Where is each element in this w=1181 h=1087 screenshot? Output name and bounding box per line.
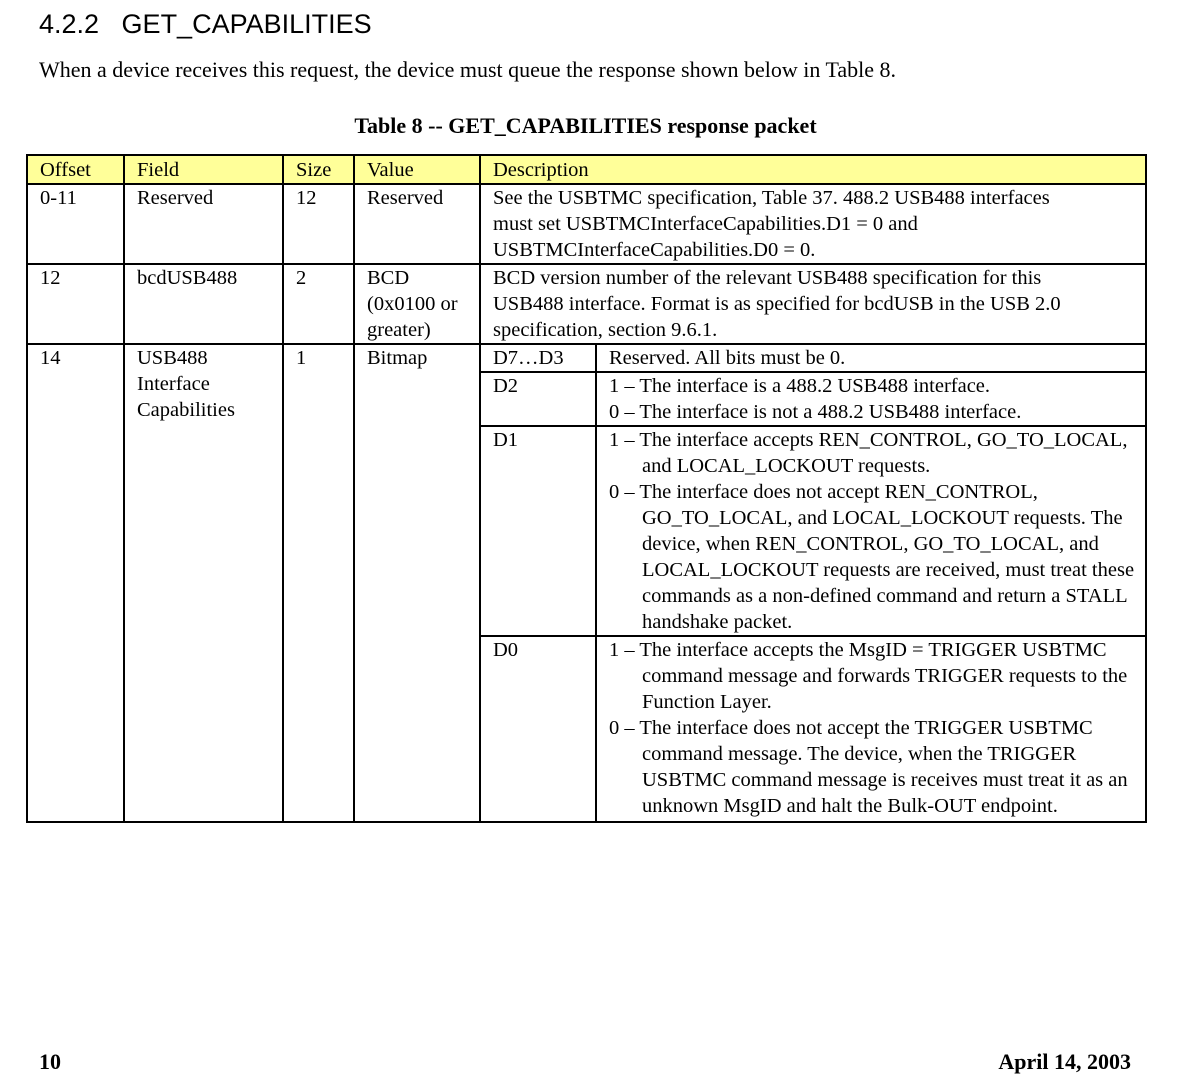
cell-offset: 0-11: [27, 184, 124, 264]
value-line: (0x0100 or: [367, 293, 458, 315]
cell-value: [354, 264, 480, 344]
intro-paragraph: When a device receives this request, the device must queue the response shown below in Table 8.: [39, 57, 897, 82]
description-line: BCD version number of the relevant USB488 specification for this: [493, 267, 1042, 289]
cell-size: 12: [283, 184, 354, 264]
cell-offset: 12: [27, 264, 124, 344]
bit-label: D7…D3: [481, 345, 596, 372]
capabilities-table: [26, 154, 1147, 823]
cell-value: Bitmap: [354, 344, 480, 822]
bit-row: [481, 426, 1145, 636]
section-heading: 4.2.2 GET_CAPABILITIES: [39, 9, 372, 39]
cell-value: Reserved: [354, 184, 480, 264]
field-line: Capabilities: [137, 399, 235, 421]
table-row: [27, 264, 1146, 344]
cell-field: Reserved: [124, 184, 283, 264]
bit-label: D1: [481, 426, 596, 636]
bit-description: [596, 426, 1145, 636]
cell-size: 1: [283, 344, 354, 822]
bit-description-line: Reserved. All bits must be 0.: [609, 347, 846, 369]
description-line: must set USBTMCInterfaceCapabilities.D1 = 0 and: [493, 213, 918, 235]
cell-description: [480, 184, 1146, 264]
description-line: See the USBTMC specification, Table 37. 488.2 USB488 interfaces: [493, 187, 1050, 209]
bit-description: [596, 372, 1145, 426]
table-caption: Table 8 -- GET_CAPABILITIES response packet: [354, 113, 817, 138]
bit-description-line: 1 – The interface accepts the MsgID = TRIGGER USBTMC command message and forwards TRIGGER requests to the Function Layer.: [609, 639, 1128, 713]
bit-row: [481, 372, 1145, 426]
description-line: USBTMCInterfaceCapabilities.D0 = 0.: [493, 239, 816, 261]
bit-row: [481, 345, 1145, 372]
bit-label: D0: [481, 636, 596, 821]
header-field: Field: [124, 155, 283, 184]
field-line: USB488: [137, 347, 208, 369]
cell-size: 2: [283, 264, 354, 344]
bit-description-line: 0 – The interface does not accept REN_CONTROL, GO_TO_LOCAL, and LOCAL_LOCKOUT requests. The device, when REN_CONTROL, GO_TO_LOCAL, and LOCAL_LOCKOUT requests are received, must treat these commands as a non-defined command and return a STALL handshake packet.: [609, 481, 1135, 633]
header-description: Description: [480, 155, 1146, 184]
bitmap-table: [481, 345, 1145, 821]
table-row: [27, 344, 1146, 822]
cell-field: bcdUSB488: [124, 264, 283, 344]
header-size: Size: [283, 155, 354, 184]
description-line: USB488 interface. Format is as specified for bcdUSB in the USB 2.0: [493, 293, 1061, 315]
document-date: April 14, 2003: [998, 1049, 1131, 1074]
value-line: greater): [367, 319, 431, 341]
bit-label: D2: [481, 372, 596, 426]
bit-description-line: 1 – The interface accepts REN_CONTROL, GO_TO_LOCAL, and LOCAL_LOCKOUT requests.: [609, 429, 1128, 477]
value-line: BCD: [367, 267, 410, 289]
cell-bitmap-description: [480, 344, 1146, 822]
cell-offset: 14: [27, 344, 124, 822]
page-number: 10: [39, 1049, 61, 1074]
bit-description: [596, 345, 1145, 372]
bit-description-line: 0 – The interface is not a 488.2 USB488 interface.: [609, 401, 1022, 423]
bit-description: [596, 636, 1145, 821]
description-line: specification, section 9.6.1.: [493, 319, 718, 341]
cell-description: [480, 264, 1146, 344]
table-row: [27, 184, 1146, 264]
table-header-row: [27, 155, 1146, 184]
header-offset: Offset: [27, 155, 124, 184]
bit-description-line: 1 – The interface is a 488.2 USB488 interface.: [609, 375, 991, 397]
bit-description-line: 0 – The interface does not accept the TRIGGER USBTMC command message. The device, when the TRIGGER USBTMC command message is receives must treat it as an unknown MsgID and halt the Bulk-OUT endpoint.: [609, 717, 1128, 817]
cell-field: [124, 344, 283, 822]
header-value: Value: [354, 155, 480, 184]
field-line: Interface: [137, 373, 210, 395]
bit-row: [481, 636, 1145, 821]
